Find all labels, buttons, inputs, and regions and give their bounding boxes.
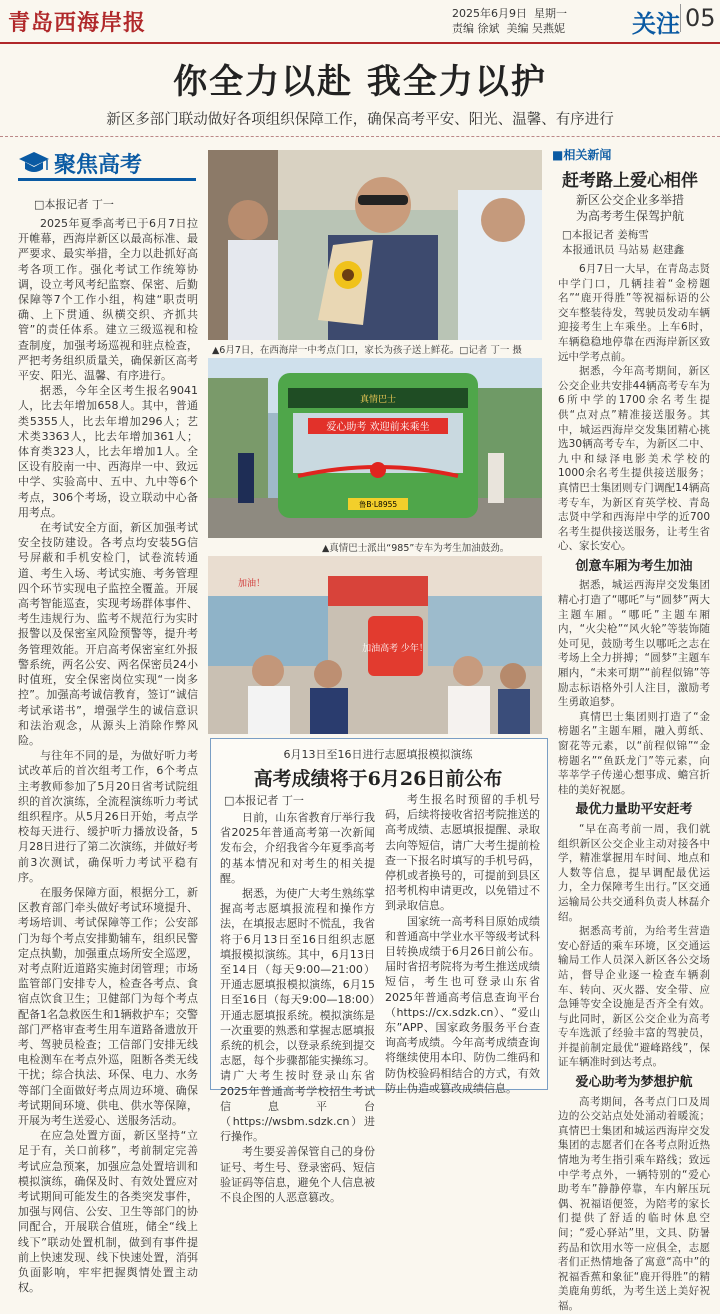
sidebar-subtitle-line: 新区公交企业多举措 bbox=[575, 193, 684, 207]
carriage-flower-sign: 加油！ bbox=[238, 579, 266, 589]
sidebar-article-body bbox=[558, 262, 710, 1312]
column-title-rule bbox=[18, 178, 196, 181]
masthead bbox=[0, 0, 720, 42]
sidebar-paragraph: 据悉高考前，为给考生营造安心舒适的乘车环境，区交通运输局工作人员深入新区各公交场站，督导企业逐一检查车辆刹车、转向、灭火器、安全带、应急锤等安全设施是否齐全有效。与此同时，新区公交企业为高考专车选派了经验丰富的驾驶员，并提前制定最优“避峰路线”，保证车辆准时到达考点。 bbox=[558, 925, 710, 1069]
sidebar-subtitle-line: 为高考考生保驾护航 bbox=[575, 209, 684, 223]
bus-plate-text: 鲁B·L8955 bbox=[358, 500, 398, 509]
photo-student-flowers bbox=[208, 150, 542, 340]
sidebar-byline: □本报记者 姜梅雪 本报通讯员 马站易 赵建鑫 bbox=[562, 229, 685, 256]
left-article-body bbox=[18, 216, 198, 1295]
bus-banner-text: 爱心助考 欢迎前来乘坐 bbox=[326, 422, 430, 433]
sidebar-subtitle bbox=[552, 192, 708, 224]
sidebar-paragraph: 据悉，今年高考期间，新区公交企业共安排44辆高考专车为6所中学的1700余名考生提供“点对点”精准接送服务。其中，城运西海岸交发集团精心挑选30辆高考专车，为新区二中、九中和绿泽电影美术学校的1000余名考生提供接送服务；真情巴士集团则专门调配14辆高考专车，为新区育英学校、青岛志贤中学和西海岸中学的近700名考生提供接送服务，让考生省心、家长安心。 bbox=[558, 365, 710, 553]
sidebar-paragraph: 真情巴士集团则打造了“金榜题名”主题车厢，融入剪纸、窗花等元素，以“前程似锦”“金榜题名”“鱼跃龙门”等元素，向莘莘学子传递心想事成、蟾宫折桂的美好祝愿。 bbox=[558, 710, 710, 796]
sidebar-paragraph: “早在高考前一周，我们就组织新区公交企业主动对接各中学，精准掌握用车时间、地点和人数等信息，提早调配最优运力，全力保障考生出行。”区交通运输局公共交通科负责人林磊介绍。 bbox=[558, 822, 710, 923]
photo-themed-carriage bbox=[208, 556, 542, 734]
sidebar-subheading: 爱心助考为梦想护航 bbox=[575, 1075, 693, 1091]
box-title: 高考成绩将于6月26日前公布 bbox=[253, 768, 503, 790]
box-paragraph: 考生要妥善保管自己的身份证号、考生号、登录密码、短信验证码等信息，避免个人信息被不良企图的人恶意篡改。 bbox=[220, 1145, 375, 1205]
left-paragraph: 据悉，今年全区考生报名9041人，比去年增加658人。其中，普通类5355人，比去年增加296人；艺术类3363人，比去年增加361人；体育类323人，比去年增加1人。全区设有胶南一中、西海岸一中、致远中学、实验高中、五中、九中等6个考点，306个考场，设立联动中心备用考点。 bbox=[18, 384, 198, 519]
column-header bbox=[18, 146, 178, 182]
box-column-1 bbox=[220, 810, 375, 1205]
left-paragraph: 在服务保障方面，根据分工，新区教育部门牵头做好考试环境提升、考场培训、考试保障等工作；公安部门为每个考点安排勤辅车，组织民警定点执勤，加强重点场所安全巡逻，对考点附近道路实施封闭管理；市场监管部门安排专人，检查各考点、食宿点饮食卫生；卫健部门为每个考点配备1名急救医生和1辆救护车；交警部门严格审查考生用车道路备遗放开考、驾驶员检查；工信部门安排无线电检测车在考点外巡，阻断各类无线干扰；综合执法、环保、电力、水务等部门全面做好考点周边环境、确保考试期间环境、供电、供水等保障，开展为考生送爱心、送服务活动。 bbox=[18, 885, 198, 1127]
sidebar-subheading: 最优力量助平安赶考 bbox=[575, 802, 693, 818]
photo-exam-bus-image bbox=[208, 358, 542, 538]
box-column-2 bbox=[385, 792, 540, 1095]
photo-student-flowers-image bbox=[208, 150, 542, 340]
left-paragraph: 2025年夏季高考已于6月7日拉开帷幕，西海岸新区以最高标准、最严要求、最实举措，全力以赴抓好高考各项工作。强化考试工作统筹协调，设立考风考纪监察、保密、后勤保障等7个工作小组，构建“职责明确、上下贯通、纵横交织、齐抓共管”的责任体系。建立三级巡视和检查制度，加强考场巡视和驻点检查，严把考务组织质量关，确保新区高考平安、阳光、温馨、有序进行。 bbox=[18, 217, 198, 383]
box-paragraph: 日前，山东省教育厅举行我省2025年普通高考第一次新闻发布会，介绍我省今年夏季高考的基本情况和对考生的相关提醒。 bbox=[220, 811, 375, 885]
sidebar-subheading: 创意车厢为考生加油 bbox=[575, 558, 693, 574]
box-paragraph: 国家统一高考科目原始成绩和普通高中学业水平等级考试科目转换成绩于6月26日前公布。届时省招考院将为考生推送成绩短信，考生也可登录山东省2025年普通高考信息查询平台（https://cx.sdzk.cn）、“爱山东”APP、国家政务服务平台查询高考成绩。今年高考成绩查询将继续使用本印、防伪二维码和防伪校验码相结合的方式，有效防止伪造或篡改成绩信息。 bbox=[385, 914, 540, 1095]
caption-photo-1: ▲6月7日，在西海岸一中考点门口，家长为孩子送上鲜花。□记者 丁一 摄 bbox=[212, 345, 522, 356]
carriage-sign-text: 加油高考 少年！ bbox=[362, 644, 428, 654]
left-paragraph: 在应急处置方面，新区坚持“立足于有，关口前移”，考前制定完善考试应急预案，加强应急处置培训和模拟演练，确保及时、有效处置应对考试期间可能发生的各类突发事件，加强与网信、公安、卫生等部门的协同配合，开展联合值班，储全“线上线下”联动处置机制，做到有事件提前上快速发现、线下快速处置，消弭负面影响，牢牢把握舆情处置主动权。 bbox=[18, 1129, 198, 1295]
left-byline: □本报记者 丁一 bbox=[34, 198, 114, 211]
issue-info bbox=[452, 6, 632, 36]
box-pre-title: 6月13日至16日进行志愿填报模拟演练 bbox=[283, 748, 473, 761]
column-title: 聚焦高考 bbox=[54, 153, 143, 178]
designers: 美编 吴燕妮 bbox=[506, 22, 565, 35]
newspaper-logo: 青岛西海岸报 bbox=[8, 10, 147, 36]
issue-weekday: 星期一 bbox=[534, 7, 567, 20]
sidebar-title: 赶考路上爱心相伴 bbox=[562, 171, 698, 191]
sidebar-paragraph: 据悉，城运西海岸交发集团精心打造了“哪吒”与“圆梦”两大主题车厢。“哪吒”主题车厢内，“火尖枪”“风火轮”等装饰随处可见，鼓励考生以哪吒之志在考场上全力拼搏；“圆梦”主题车厢内，“未来可期”“前程似锦”等励志标语格外引人注目，激励考生勇敢追梦。 bbox=[558, 579, 710, 709]
sidebar-paragraph: 高考期间，各考点门口及周边的公交站点处处涌动着暖流；真情巴士集团和城运西海岸交发集团的志愿者们在各考点附近热情地为考生指引乘车路线；致远中学考点外，一辆特别的“爱心助考车”静静停靠，车内解压玩偶、祝福语便签，为陪考的家长们提供了舒适的临时休息空间；“爱心驿站”里，文具、防暑药品和饮用水等一应俱全，志愿者们正热情地备了寓意“高中”的祝福香蕉和象征“鹿开得胜”的精美鹿角剪纸，为考生送上美好祝福。 bbox=[558, 1095, 710, 1312]
sidebar-paragraph: 6月7日一大早，在青岛志贤中学门口，几辆挂着“金榜题名”“鹿开得胜”等祝福标语的公交车整装待发，驾驶员发动车辆迎接考生上车乘坐。上车6时，车辆稳稳地停靠在西海岸新区致远中学考点前。 bbox=[558, 263, 710, 363]
graduation-cap-icon bbox=[18, 150, 50, 176]
photo-themed-carriage-image bbox=[208, 556, 542, 734]
headline-divider bbox=[0, 136, 720, 137]
main-headline: 你全力以赴 我全力以护 bbox=[173, 62, 547, 102]
bus-route-text: 真情巴士 bbox=[359, 395, 397, 405]
masthead-rule bbox=[0, 42, 720, 44]
sub-headline: 新区多部门联动做好各项组织保障工作，确保高考平安、阳光、温馨、有序进行 bbox=[106, 112, 614, 128]
box-byline: □本报记者 丁一 bbox=[224, 794, 304, 807]
editors: 责编 徐斌 bbox=[452, 22, 500, 35]
issue-date: 2025年6月9日 bbox=[452, 7, 527, 20]
box-paragraph: 据悉，为使广大考生熟练掌握高考志愿填报流程和操作方法，在填报志愿时不慌乱，我省将于6月13日至16日组织志愿填报模拟演练。其中，6月13日至14日（每天9:00—21:00）开通志愿填报模拟演练，6月15日至16日（每天9:00—18:00）开通志愿填报系统。模拟演练是一次重要的熟悉和掌握志愿填报系统的机会，以登录系统到提交志愿，每个步骤都能实操练习。请广大考生按时登录山东省2025年普通高考学校招生考试信息平台（https://wsbm.sdzk.cn）进行操作。 bbox=[220, 887, 375, 1144]
page-number: 05 bbox=[680, 4, 716, 32]
photo-exam-bus bbox=[208, 358, 542, 538]
left-paragraph: 与往年不同的是，为做好听力考试改革后的首次组考工作，6个考点主考教师参加了5月20日省考试院组织的首次演练，全流程演练听力考试组织程序。从5月26日开始，考点学校每天进行、缓护听力播放设备，5月28日进行了第二次演练，并做好考前3次测试，确保听力考试平稳有序。 bbox=[18, 749, 198, 884]
caption-photo-2: ▲真情巴士派出“985”专车为考生加油鼓劲。 bbox=[322, 543, 510, 554]
section-name: 关注 bbox=[632, 10, 680, 38]
left-paragraph: 在考试安全方面，新区加强考试安全技防建设。各考点均安装5G信号屏蔽和手机安检门，试卷流转通道、考生入场、考试实施、考务管理四个环节实现电子监控全覆盖。开展高考智能巡查，实现考场群体事件、考生违规行为、监考不规范行为实时报警以及保密室风险预警等，提升考务管理效能。开启高考保密室红外报警系统，两名公安、两名保密员24小时值班，安全保密岗位实现“一岗多控”。加强高考诚信教育，签订“诚信考试承诺书”，增强学生的诚信意识和法治观念，从源头上消除作弊风险。 bbox=[18, 521, 198, 747]
related-news-label: ■相关新闻 bbox=[552, 148, 612, 162]
box-paragraph: 考生报名时预留的手机号码，后续将接收省招考院推送的高考成绩、志愿填报提醒、录取去向等短信，请广大考生提前检查一下报名时填写的手机号码，停机或者换号的，可提前到县区招考机构申请更改，以免错过不到录取信息。 bbox=[385, 793, 540, 913]
